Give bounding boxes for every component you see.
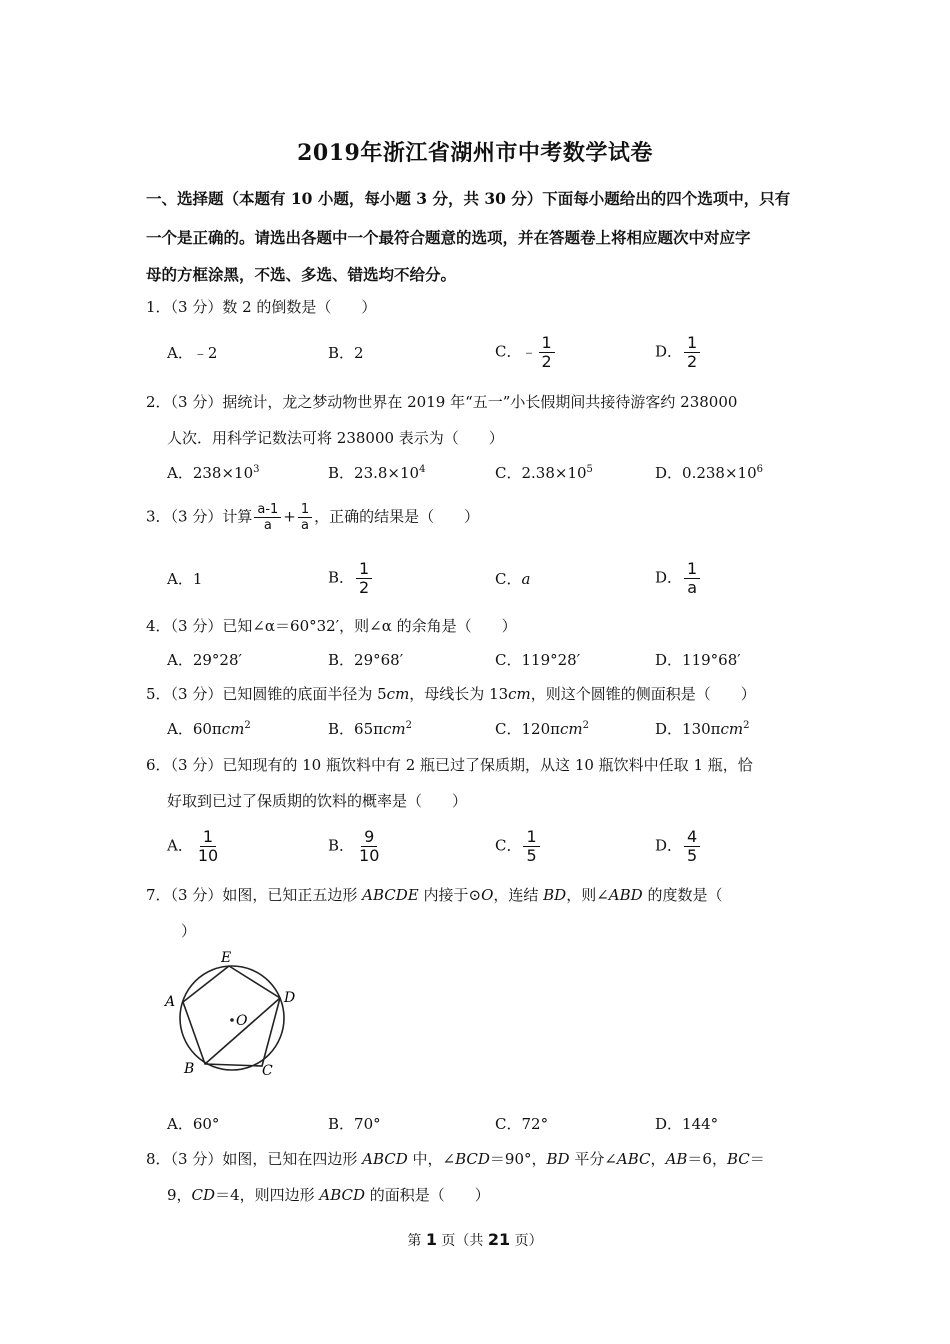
fraction: $\frac{1}{a}$ (298, 502, 312, 533)
q5-stem: 5．（3 分）已知圆锥的底面半径为 5cm，母线长为 13cm，则这个圆锥的侧面积是（ ） (146, 685, 756, 703)
q6-option-a: A． $\frac{1}{10}$ (167, 828, 223, 865)
q4-option-c: C．119°28′ (495, 651, 581, 669)
q2-stem-line-1: 2．（3 分）据统计，龙之梦动物世界在 2019 年“五一”小长假期间共接待游客约 238000 (146, 393, 738, 411)
total-page-count: 21 (487, 1230, 511, 1249)
label-d: D (284, 990, 296, 1006)
q3-option-d: D． $\frac{1}{a}$ (655, 560, 702, 597)
q3-option-b: B． $\frac{1}{2}$ (328, 560, 374, 597)
q5-option-b: B．65πcm$^2$ (328, 720, 412, 738)
q4-option-d: D．119°68′ (655, 651, 741, 669)
page-footer: 第 1 页（共 21 页） (407, 1230, 543, 1249)
label-o: O (236, 1013, 248, 1029)
section-instruction-line-3: 母的方框涂黑，不选、多选、错选均不给分。 (146, 265, 457, 284)
q7-pentagon-figure (160, 948, 310, 1080)
q2-option-b: B．$23.8\times 10^4$ (328, 464, 426, 482)
label-a: A (165, 994, 176, 1010)
label-c: C (262, 1063, 273, 1079)
fraction: $\frac{1}{2}$ (684, 334, 700, 371)
q4-option-b: B．29°68′ (328, 651, 404, 669)
label-b: B (184, 1061, 195, 1077)
q5-option-d: D．130πcm$^2$ (655, 720, 750, 738)
q6-option-b: B． $\frac{9}{10}$ (328, 828, 384, 865)
q5-option-a: A．60πcm$^2$ (167, 720, 251, 738)
fraction: $\frac{4}{5}$ (684, 828, 700, 865)
q4-stem: 4．（3 分）已知∠α＝60°32′，则∠α 的余角是（ ） (146, 617, 517, 635)
q7-stem: 7．（3 分）如图，已知正五边形 ABCDE 内接于⊙O，连结 BD，则∠ABD 的度数是（ (146, 886, 723, 904)
fraction: $\frac{1}{10}$ (197, 827, 219, 865)
q2-option-a: A．$238\times 10^3$ (167, 464, 260, 482)
q2-option-c: C．$2.38\times 10^5$ (495, 464, 593, 482)
q6-stem-line-1: 6．（3 分）已知现有的 10 瓶饮料中有 2 瓶已过了保质期，从这 10 瓶饮料中任取 1 瓶，恰 (146, 756, 753, 774)
q6-option-d: D． $\frac{4}{5}$ (655, 828, 702, 865)
current-page-number: 1 (425, 1230, 437, 1249)
q3-option-c: C．a (495, 570, 531, 588)
q7-option-c: C．72° (495, 1115, 549, 1133)
q6-option-c: C． $\frac{1}{5}$ (495, 828, 542, 865)
q7-option-a: A．60° (167, 1115, 220, 1133)
q1-option-d: D． $\frac{1}{2}$ (655, 334, 702, 371)
fraction: $\frac{1}{5}$ (523, 828, 539, 865)
section-instruction-line-2: 一个是正确的。请选出各题中一个最符合题意的选项，并在答题卷上将相应题次中对应字 (146, 228, 751, 247)
label-e: E (221, 950, 232, 966)
q5-option-c: C．120πcm$^2$ (495, 720, 589, 738)
q8-stem-line-2: 9，CD＝4，则四边形 ABCD 的面积是（ ） (167, 1186, 490, 1204)
center-point-o (230, 1018, 234, 1022)
section-instruction-line-1: 一、选择题（本题有 10 小题，每小题 3 分，共 30 分）下面每小题给出的四个选项中，只有 (146, 189, 791, 208)
q6-stem-line-2: 好取到已过了保质期的饮料的概率是（ ） (167, 792, 468, 810)
q8-stem-line-1: 8．（3 分）如图，已知在四边形 ABCD 中，∠BCD＝90°，BD 平分∠ABC，AB＝6，BC＝ (146, 1150, 765, 1168)
fraction: $\frac{9}{10}$ (359, 827, 380, 865)
q3-stem: 3．（3 分）计算 $\frac{a-1}{a}$ + $\frac{1}{a}$ ，正确的结果是（ ） (146, 502, 480, 533)
fraction: $\frac{a-1}{a}$ (254, 502, 281, 533)
page-title: 2019年浙江省湖州市中考数学试卷 (297, 140, 653, 166)
q7-option-b: B．70° (328, 1115, 381, 1133)
q1-option-b: B．2 (328, 344, 364, 362)
fraction: $\frac{1}{2}$ (539, 334, 555, 371)
circle-o (180, 966, 284, 1070)
q1-option-c: C．﹣ $\frac{1}{2}$ (495, 334, 557, 371)
q7-stem-end: ） (181, 922, 197, 940)
fraction: $\frac{1}{2}$ (356, 560, 372, 597)
q7-option-d: D．144° (655, 1115, 719, 1133)
q2-stem-line-2: 人次．用科学记数法可将 238000 表示为（ ） (167, 429, 504, 447)
q1-stem: 1．（3 分）数 2 的倒数是（ ） (146, 298, 377, 316)
q2-option-d: D．$0.238\times 10^6$ (655, 464, 763, 482)
pentagon-abcde (183, 966, 280, 1066)
q4-option-a: A．29°28′ (167, 651, 242, 669)
fraction: $\frac{1}{a}$ (684, 560, 700, 597)
q1-option-a: A．﹣2 (167, 344, 218, 362)
q3-option-a: A．1 (167, 570, 203, 588)
